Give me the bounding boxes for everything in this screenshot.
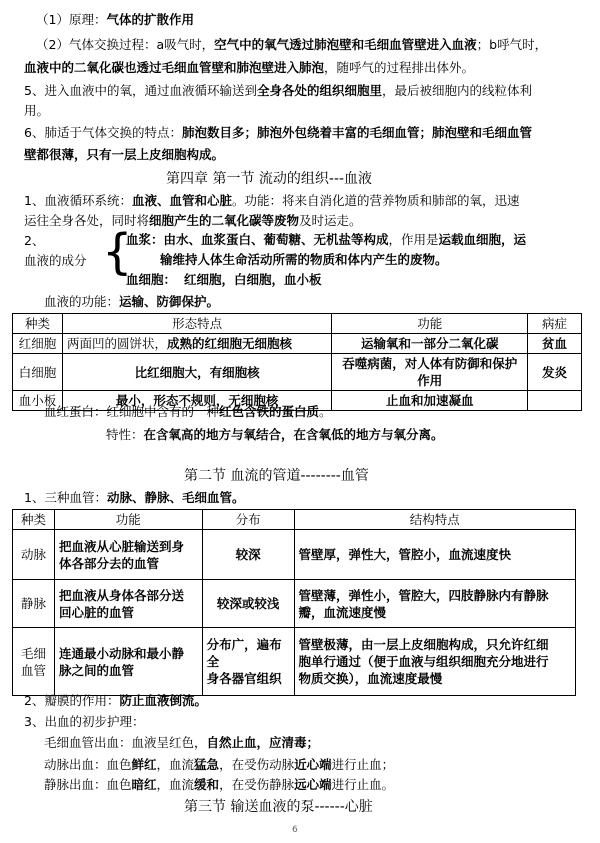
text-bold: 血液中的二氧化碳也透过毛细血管壁和肺泡壁进入肺泡 — [24, 60, 325, 75]
text: 6、肺适于气体交换的特点： — [24, 125, 182, 140]
cell-function: 吞噬病菌，对人体有防御和保护作用 — [332, 354, 528, 391]
section-heading: 第三节 输送血液的泵------心脏 — [184, 799, 373, 815]
text-bold: 暗红 — [131, 777, 157, 792]
text-bold: 全身各处的组织细胞里 — [256, 83, 382, 98]
cell-function: 止血和加速凝血 — [332, 391, 528, 411]
text: 连通最小动脉和最小静 — [58, 645, 184, 661]
text-bold: 血细胞： — [126, 272, 177, 287]
text: ，血流 — [156, 757, 195, 772]
cell-structure — [294, 580, 575, 628]
text: 血液的功能： — [44, 294, 120, 309]
gas-exchange-line-2 — [24, 59, 474, 77]
text: 及时运走。 — [299, 213, 362, 228]
text: 进行止血。 — [331, 777, 395, 792]
text: 管壁薄，弹性小，管腔大，四肢静脉内有静脉 — [298, 587, 549, 603]
page-number: 6 — [292, 825, 298, 835]
cell-function: 运输氧和一部分二氧化碳 — [332, 334, 528, 354]
text: 回心脏的血管 — [58, 604, 134, 620]
text: 2、瓣膜的作用： — [24, 693, 120, 708]
text: 管壁极薄，由一层上皮细胞构成，只允许红细 — [298, 637, 549, 652]
header-disease: 病症 — [528, 314, 582, 334]
text: ，随呼气的过程排出体外。 — [324, 60, 475, 75]
valve-line — [24, 692, 207, 710]
text: 较深 — [235, 547, 261, 562]
header-kind: 种类 — [13, 510, 55, 530]
text: 血管 — [20, 662, 46, 678]
text-bold: 细胞产生的二氧化碳等废物 — [149, 213, 300, 228]
oxygen-transport-line — [24, 82, 532, 100]
chapter-heading: 第四章 第一节 流动的组织---血液 — [166, 171, 373, 187]
text: 用。 — [24, 103, 50, 118]
text: 较深或较浅 — [216, 596, 280, 611]
header-kind: 种类 — [13, 314, 63, 334]
text: 运往全身各处，同时将 — [24, 213, 150, 228]
components-number: 2、 — [24, 233, 45, 248]
text-bold: 肺泡数目多；肺泡外包绕着丰富的毛细血管；肺泡壁和毛细血管 — [181, 125, 532, 140]
components-label: 血液的成分 — [24, 253, 87, 268]
blood-cell-table — [12, 313, 582, 411]
text-bold: 自然止血，应清毒； — [206, 735, 320, 750]
table-row — [13, 628, 576, 696]
table-row — [13, 334, 582, 354]
text: 血红蛋白：红细胞中含有的一种 — [44, 404, 220, 419]
artery-bleeding-line — [44, 756, 394, 774]
cell-kind — [13, 580, 55, 628]
text-bold: 近心端 — [294, 757, 332, 772]
text: 脉之间的血管 — [58, 662, 134, 678]
cell-function — [54, 580, 202, 628]
text-bold: 运输、防御保护。 — [119, 294, 220, 309]
text: 5、进入血液中的氧，通过血液循环输送到 — [24, 83, 257, 98]
header-distribution: 分布 — [202, 510, 294, 530]
capillary-bleeding-line — [44, 734, 319, 752]
vessel-types-line — [24, 489, 244, 507]
text: 毛细血管出血：血液呈红色， — [44, 735, 207, 750]
text: 把血液从身体各部分送 — [58, 587, 184, 603]
text-bold: 缓和 — [194, 777, 220, 792]
text-bold: 气体的扩散作用 — [106, 12, 194, 27]
cell-disease — [528, 391, 582, 411]
cell-function — [54, 628, 202, 696]
cell-kind — [13, 628, 55, 696]
oxygen-transport-line-2 — [24, 102, 49, 120]
text: 把血液从心脏输送到身 — [58, 538, 184, 554]
table-row — [13, 530, 576, 580]
bleeding-care-line: 3、出血的初步护理： — [24, 714, 145, 729]
cell-function — [54, 530, 202, 580]
text: 身各器官组织 — [206, 671, 282, 686]
text: 静脉出血：血色 — [44, 777, 132, 792]
text-bold: 动脉、静脉、毛细血管。 — [106, 490, 245, 505]
circulation-line-1 — [24, 192, 520, 210]
text: 1、三种血管： — [24, 490, 107, 505]
text-bold: 血浆：由水、血浆蛋白、葡萄糖、无机盐等构成 — [126, 232, 389, 247]
cell-shape: 最小，形态不规则，无细胞核 — [62, 391, 331, 411]
cell-distribution — [202, 580, 294, 628]
hemoglobin-property-line — [106, 426, 444, 444]
text-bold: 防止血液倒流。 — [119, 693, 207, 708]
text: ，最后被细胞内的线粒体利 — [381, 83, 532, 98]
text-bold: 猛急 — [194, 757, 220, 772]
blood-cells-line — [126, 271, 321, 289]
text: ，作用是 — [388, 232, 439, 247]
cell-disease: 发炎 — [528, 354, 582, 391]
text: 管壁厚，弹性大，管腔小，血流速度快 — [298, 547, 512, 562]
text: 分布广，遍布全 — [206, 637, 282, 669]
lung-features-line-2: 壁都很薄，只有一层上皮细胞构成。 — [24, 147, 225, 162]
text: （2）气体交换过程：a吸气时， — [36, 37, 215, 52]
text-bold: 红色含铁的蛋白质 — [219, 404, 320, 419]
text: 体各部分去的血管 — [58, 555, 159, 571]
header-shape: 形态特点 — [62, 314, 331, 334]
table-header-row — [13, 314, 582, 334]
cell-distribution — [202, 530, 294, 580]
text-bold: 血液、血管和心脏 — [131, 193, 232, 208]
text: 。功能：将来自消化道的营养物质和肺部的氧，迅速 — [231, 193, 520, 208]
text: （1）原理： — [36, 12, 107, 27]
text: 胞单行通过（便于血液与组织细胞充分地进行 — [298, 654, 549, 669]
cell-kind: 红细胞 — [13, 334, 63, 354]
cell-distribution — [202, 628, 294, 696]
text: 动脉 — [20, 547, 46, 562]
cell-kind — [13, 530, 55, 580]
text-bold: 红细胞，白细胞，血小板 — [183, 272, 322, 287]
vein-bleeding-line — [44, 776, 394, 794]
cell-kind: 白细胞 — [13, 354, 63, 391]
lung-features-line-1 — [24, 124, 532, 142]
cell-structure — [294, 628, 575, 696]
hemoglobin-line — [44, 403, 332, 421]
table-header-row — [13, 510, 576, 530]
text: 静脉 — [20, 596, 46, 611]
cell-shape — [62, 334, 331, 354]
text-bold: 鲜红 — [131, 757, 157, 772]
principle-line — [36, 11, 194, 29]
blood-function-line — [44, 293, 219, 311]
section-heading: 第二节 血流的管道--------血管 — [184, 468, 369, 484]
header-function: 功能 — [54, 510, 202, 530]
text: 。 — [319, 404, 332, 419]
text-bold: 运载血细胞，运 — [438, 232, 527, 247]
plasma-line-1 — [126, 231, 526, 249]
text-bold: 空气中的氧气透过肺泡壁和毛细血管壁进入血液 — [214, 37, 477, 52]
plasma-line-2: 输维持人体生命活动所需的物质和体内产生的废物。 — [160, 252, 448, 267]
table-row — [13, 580, 576, 628]
table-row — [13, 354, 582, 391]
text: 动脉出血：血色 — [44, 757, 132, 772]
text: ，在受伤静脉 — [219, 777, 295, 792]
text: 特性： — [106, 427, 144, 442]
text: ，在受伤动脉 — [219, 757, 295, 772]
text: 两面凹的圆饼状， — [66, 336, 167, 351]
cell-disease: 贫血 — [528, 334, 582, 354]
text: 瓣，血流速度慢 — [298, 604, 387, 620]
text: ，血流 — [156, 777, 195, 792]
text: 毛细 — [20, 645, 46, 661]
cell-kind: 血小板 — [13, 391, 63, 411]
gas-exchange-line-1 — [36, 36, 547, 54]
text: 进行止血； — [331, 757, 395, 772]
brace-icon: { — [102, 224, 133, 280]
cell-shape: 比红细胞大，有细胞核 — [62, 354, 331, 391]
text: ；b呼气时， — [476, 37, 548, 52]
text-bold: 在含氧高的地方与氧结合，在含氧低的地方与氧分离。 — [143, 427, 444, 442]
text-bold: 成熟的红细胞无细胞核 — [166, 336, 292, 351]
header-structure: 结构特点 — [294, 510, 575, 530]
text-bold: 远心端 — [294, 777, 332, 792]
text: 物质交换），血流速度最慢 — [298, 671, 443, 686]
text: 1、血液循环系统： — [24, 193, 132, 208]
circulation-line-2 — [24, 212, 362, 230]
header-function: 功能 — [332, 314, 528, 334]
cell-structure — [294, 530, 575, 580]
vessel-table — [12, 509, 576, 696]
